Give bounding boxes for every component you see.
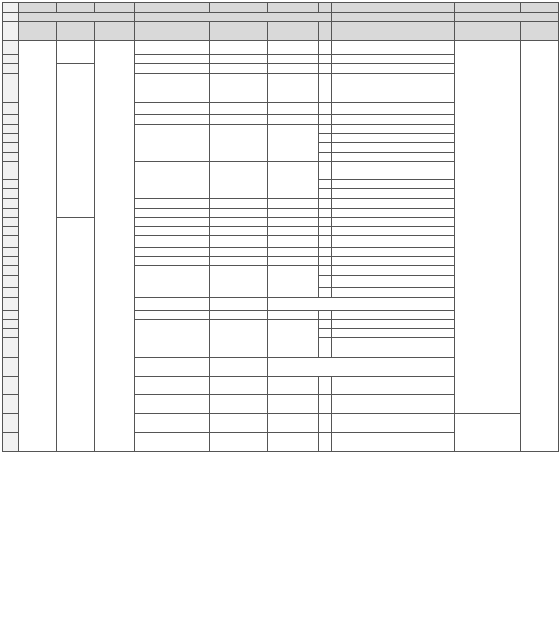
column-letter — [57, 3, 95, 13]
data-type — [268, 377, 319, 395]
objektum-megjelenese-cell — [95, 41, 135, 452]
value-set — [332, 320, 455, 329]
value-code — [319, 209, 332, 218]
data-type — [268, 395, 319, 414]
row-number — [3, 433, 19, 452]
column-name — [210, 311, 268, 320]
value-code — [319, 55, 332, 64]
value-set — [332, 153, 455, 162]
data-type — [268, 103, 319, 115]
column-name — [210, 257, 268, 266]
data-type — [268, 125, 319, 162]
value-set — [332, 103, 455, 115]
value-code — [319, 103, 332, 115]
value-code — [319, 395, 332, 414]
column-name — [210, 74, 268, 103]
column-name — [210, 55, 268, 64]
alapszin-cell — [521, 41, 559, 452]
property-name — [135, 199, 210, 209]
value-code — [319, 41, 332, 55]
column-name — [210, 162, 268, 199]
value-code — [319, 125, 332, 134]
column-letter — [455, 3, 521, 13]
value-code — [319, 134, 332, 143]
data-type — [268, 74, 319, 103]
row-number — [3, 199, 19, 209]
property-name — [135, 55, 210, 64]
column-name — [210, 218, 268, 227]
row-number — [3, 180, 19, 189]
value-set — [332, 227, 455, 236]
row-number — [3, 41, 19, 55]
row-number — [3, 3, 19, 13]
value-code — [319, 162, 332, 180]
property-name — [135, 115, 210, 125]
value-set — [332, 55, 455, 64]
row-number — [3, 115, 19, 125]
data-type — [268, 199, 319, 209]
jelkulcs-mod-vezetek — [455, 414, 521, 452]
property-name — [135, 248, 210, 257]
value-code — [319, 143, 332, 153]
column-name — [210, 236, 268, 248]
attribute-table — [2, 2, 559, 452]
value-code — [319, 248, 332, 257]
value-code — [319, 329, 332, 338]
property-name — [135, 74, 210, 103]
property-name — [135, 320, 210, 358]
column-name — [210, 433, 268, 452]
value-set — [332, 74, 455, 103]
value-code — [319, 311, 332, 320]
property-name — [135, 377, 210, 395]
value-code — [319, 414, 332, 433]
group-objektum-adat — [57, 41, 95, 64]
value-set — [332, 311, 455, 320]
value-set — [332, 276, 455, 288]
column-name — [210, 377, 268, 395]
value-set — [332, 377, 455, 395]
value-code — [319, 266, 332, 276]
header-alapszin — [521, 22, 559, 41]
column-name — [210, 199, 268, 209]
row-number — [3, 189, 19, 199]
property-name — [135, 218, 210, 227]
row-number — [3, 125, 19, 134]
property-name — [135, 433, 210, 452]
data-type — [268, 162, 319, 199]
value-code — [319, 180, 332, 189]
row-number — [3, 288, 19, 298]
column-name — [210, 395, 268, 414]
column-name — [210, 248, 268, 257]
property-name — [135, 414, 210, 433]
property-name — [135, 227, 210, 236]
row-number — [3, 134, 19, 143]
header-reteg — [19, 13, 135, 22]
value-code — [319, 153, 332, 162]
value-set — [332, 288, 455, 298]
value-set — [332, 209, 455, 218]
row-number — [3, 64, 19, 74]
property-name — [135, 103, 210, 115]
value-set — [332, 329, 455, 338]
header-obj-megjelenese — [95, 22, 135, 41]
column-name — [210, 414, 268, 433]
column-letter — [268, 3, 319, 13]
value-set — [332, 414, 455, 433]
group-alapadat — [57, 218, 95, 452]
data-type — [268, 218, 319, 227]
row-number — [3, 218, 19, 227]
column-name — [210, 266, 268, 298]
value-code — [319, 377, 332, 395]
row-number — [3, 414, 19, 433]
property-name — [135, 257, 210, 266]
value-set — [332, 162, 455, 180]
column-name — [210, 115, 268, 125]
header-g-blank — [332, 13, 455, 22]
row-number — [3, 162, 19, 180]
row-number — [3, 74, 19, 103]
value-set — [210, 358, 268, 377]
value-set — [332, 218, 455, 227]
column-name — [210, 320, 268, 358]
data-type — [268, 414, 319, 433]
property-name — [135, 209, 210, 218]
group-metaadat — [57, 64, 95, 218]
header-megjelenitesi-mod — [455, 22, 521, 41]
value-code — [319, 257, 332, 266]
value-set — [332, 180, 455, 189]
jelkulcs-mod-general — [455, 41, 521, 414]
row-number — [3, 55, 19, 64]
value-code — [319, 189, 332, 199]
row-number — [3, 236, 19, 248]
property-name — [135, 64, 210, 74]
value-code — [319, 320, 332, 329]
row-number — [3, 276, 19, 288]
data-type — [268, 248, 319, 257]
row-number — [3, 22, 19, 41]
value-set — [332, 236, 455, 248]
row-number — [3, 338, 19, 358]
property-name — [135, 125, 210, 162]
row-number — [3, 266, 19, 276]
value-code — [319, 218, 332, 227]
column-name — [210, 209, 268, 218]
column-letter — [210, 3, 268, 13]
row-number — [3, 358, 19, 377]
row-number — [3, 248, 19, 257]
value-code — [319, 433, 332, 452]
row-number — [3, 209, 19, 218]
value-set — [332, 143, 455, 153]
data-type — [268, 209, 319, 218]
column-name — [210, 64, 268, 74]
column-letter — [135, 3, 210, 13]
header-jelkulcs — [455, 13, 559, 22]
data-type — [268, 311, 319, 320]
data-type — [268, 236, 319, 248]
value-code — [319, 236, 332, 248]
column-letter — [19, 3, 57, 13]
row-number — [3, 143, 19, 153]
value-set — [332, 433, 455, 452]
property-name — [135, 311, 210, 320]
value-code — [319, 64, 332, 74]
column-letter — [332, 3, 455, 13]
row-number — [3, 153, 19, 162]
value-set — [332, 134, 455, 143]
property-name — [135, 236, 210, 248]
value-set — [332, 64, 455, 74]
header-attributum — [135, 13, 332, 22]
header-obj-tipus — [57, 22, 95, 41]
row-number — [3, 320, 19, 329]
property-name — [135, 266, 210, 298]
data-type — [268, 41, 319, 55]
value-set — [210, 298, 268, 311]
row-number — [3, 103, 19, 115]
property-name — [135, 41, 210, 55]
data-type — [268, 266, 319, 298]
data-type — [268, 320, 319, 358]
column-name — [210, 103, 268, 115]
value-set — [332, 257, 455, 266]
property-name — [135, 395, 210, 414]
data-type — [268, 433, 319, 452]
data-type — [268, 257, 319, 266]
row-number — [3, 298, 19, 311]
value-code — [319, 227, 332, 236]
value-code — [319, 338, 332, 358]
value-set — [332, 338, 455, 358]
value-code — [319, 288, 332, 298]
value-set — [332, 248, 455, 257]
row-number — [3, 395, 19, 414]
column-letter — [319, 3, 332, 13]
data-type — [268, 227, 319, 236]
property-name — [135, 162, 210, 199]
row-number — [3, 13, 19, 22]
header-tipus-tulajdonsag — [135, 22, 210, 41]
header-g-blank — [319, 22, 332, 41]
value-code — [135, 358, 210, 377]
value-set — [332, 41, 455, 55]
value-code — [135, 298, 210, 311]
header-ertekkeszlet — [332, 22, 455, 41]
data-type — [268, 55, 319, 64]
column-name — [210, 41, 268, 55]
data-type — [268, 64, 319, 74]
value-set — [332, 189, 455, 199]
value-code — [319, 115, 332, 125]
value-set — [332, 125, 455, 134]
row-number — [3, 311, 19, 320]
value-set — [332, 115, 455, 125]
row-number — [3, 329, 19, 338]
value-code — [319, 276, 332, 288]
objektum-kod-cell — [19, 41, 57, 452]
row-number — [3, 377, 19, 395]
value-set — [332, 266, 455, 276]
header-oszlopnev — [210, 22, 268, 41]
header-adattipus — [268, 22, 319, 41]
row-number — [3, 227, 19, 236]
value-code — [319, 74, 332, 103]
header-obj-kod — [19, 22, 57, 41]
value-set — [332, 395, 455, 414]
column-letter — [95, 3, 135, 13]
column-letter — [521, 3, 559, 13]
column-name — [210, 227, 268, 236]
column-name — [210, 125, 268, 162]
data-type — [268, 115, 319, 125]
value-code — [319, 199, 332, 209]
row-number — [3, 257, 19, 266]
value-set — [332, 199, 455, 209]
